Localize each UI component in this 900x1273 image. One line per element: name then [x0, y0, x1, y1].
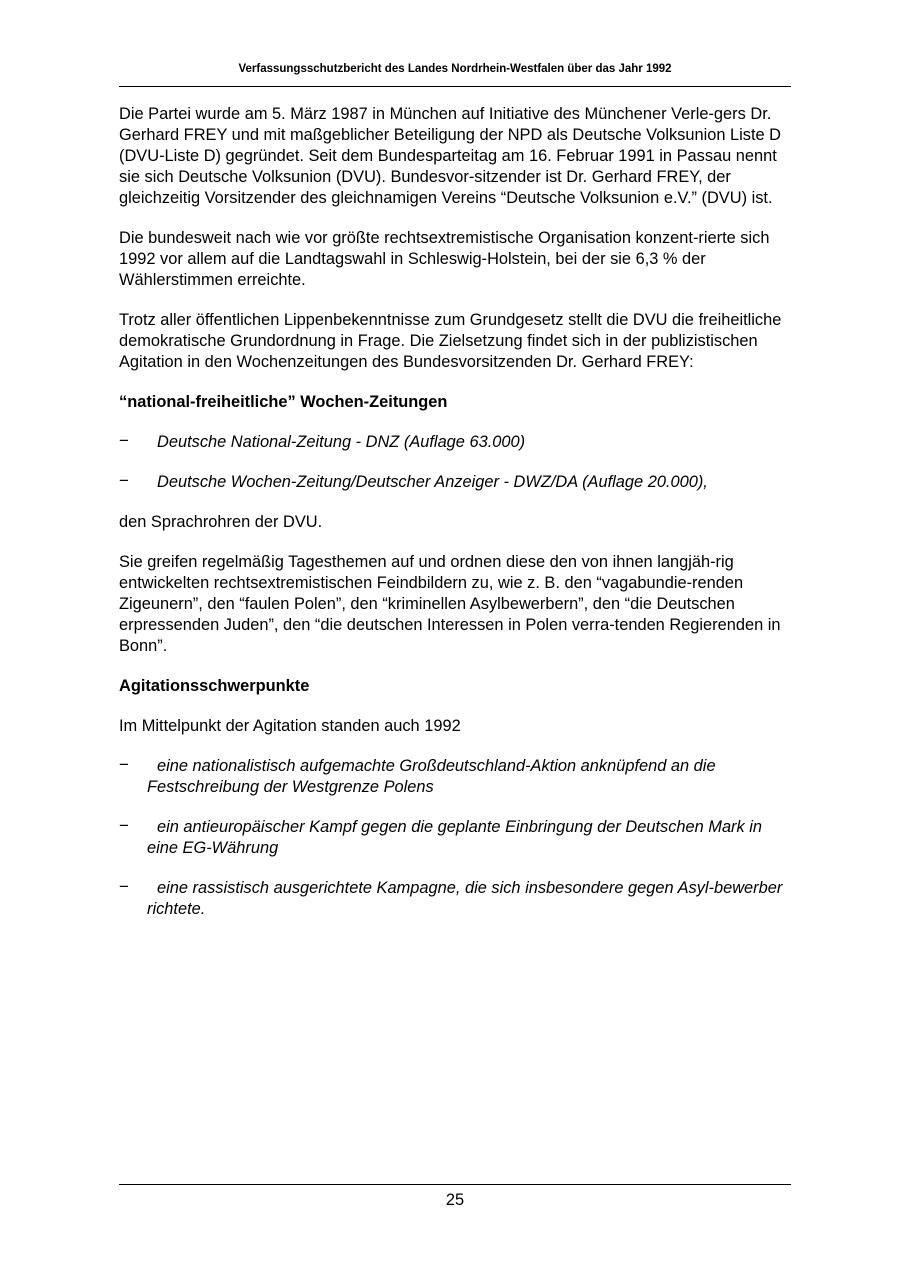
paragraph-election: Die bundesweit nach wie vor größte rechtsextremistische Organisation konzent-rierte sich 1992 vor allem auf die Landtagswahl in Schleswig-Holstein, bei der sie 6,3 % der Wählerstimmen erreichte. [119, 229, 770, 289]
paragraph-agitation-intro: Trotz aller öffentlichen Lippenbekenntnisse zum Grundgesetz stellt die DVU die freiheitliche demokratische Grundordnung in Frage. Die Zielsetzung findet sich in der publizistischen Agitation in den Wochenzeitungen des Bundesvorsitzenden Dr. Gerhard FREY: [119, 311, 782, 371]
focus-item-text: eine rassistisch ausgerichtete Kampagne, die sich insbesondere gegen Asyl-bewerber richtete. [147, 879, 783, 918]
dash-bullet-icon: − [119, 816, 129, 835]
list-item [119, 817, 791, 859]
newspaper-name: Deutsche Wochen-Zeitung/Deutscher Anzeiger - DWZ/DA (Auflage 20.000), [157, 473, 708, 491]
page-body [119, 104, 791, 939]
header-rule [119, 86, 791, 87]
footer-rule [119, 1184, 791, 1185]
dash-bullet-icon: − [119, 431, 129, 450]
focus-item-text: eine nationalistisch aufgemachte Großdeutschland-Aktion anknüpfend an die Festschreibung der Westgrenze Polens [147, 757, 716, 796]
newspaper-name: Deutsche National-Zeitung - DNZ (Auflage 63.000) [157, 433, 526, 451]
list-item [119, 878, 791, 920]
dash-bullet-icon: − [119, 755, 129, 774]
dash-bullet-icon: − [119, 471, 129, 490]
focus-list [119, 756, 791, 920]
newspaper-list [119, 432, 791, 493]
paragraph-mouthpiece: den Sprachrohren der DVU. [119, 513, 323, 531]
running-header: Verfassungsschutzbericht des Landes Nordrhein-Westfalen über das Jahr 1992 [238, 63, 672, 75]
list-item [119, 756, 791, 798]
paragraph-focus-intro: Im Mittelpunkt der Agitation standen auch 1992 [119, 717, 461, 735]
section-heading-focus: Agitationsschwerpunkte [119, 677, 310, 695]
dash-bullet-icon: − [119, 877, 129, 896]
list-item [119, 432, 791, 453]
section-heading-newspapers: “national-freiheitliche” Wochen-Zeitungen [119, 393, 448, 411]
paragraph-founding: Die Partei wurde am 5. März 1987 in München auf Initiative des Münchener Verle-gers Dr. Gerhard FREY und mit maßgeblicher Beteiligung der NPD als Deutsche Volksunion Liste D (DVU-Liste D) gegründet. Seit dem Bundesparteitag am 16. Februar 1991 in Passau nennt sie sich Deutsche Volksunion (DVU). Bundesvor-sitzender ist Dr. Gerhard FREY, der gleichzeitig Vorsitzender des gleichnamigen Vereins “Deutsche Volksunion e.V.” (DVU) ist. [119, 105, 782, 207]
focus-item-text: ein antieuropäischer Kampf gegen die geplante Einbringung der Deutschen Mark in eine EG-Währung [147, 818, 763, 857]
list-item [119, 472, 791, 493]
paragraph-enemy-images: Sie greifen regelmäßig Tagesthemen auf und ordnen diese den von ihnen langjäh-rig entwickelten rechtsextremistischen Feindbildern zu, wie z. B. den “vagabundie-renden Zigeunern”, den “faulen Polen”, den “kriminellen Asylbewerbern”, den “die Deutschen erpressenden Juden”, den “die deutschen Interessen in Polen verra-tenden Regierenden in Bonn”. [119, 553, 781, 655]
page-number: 25 [445, 1191, 465, 1209]
